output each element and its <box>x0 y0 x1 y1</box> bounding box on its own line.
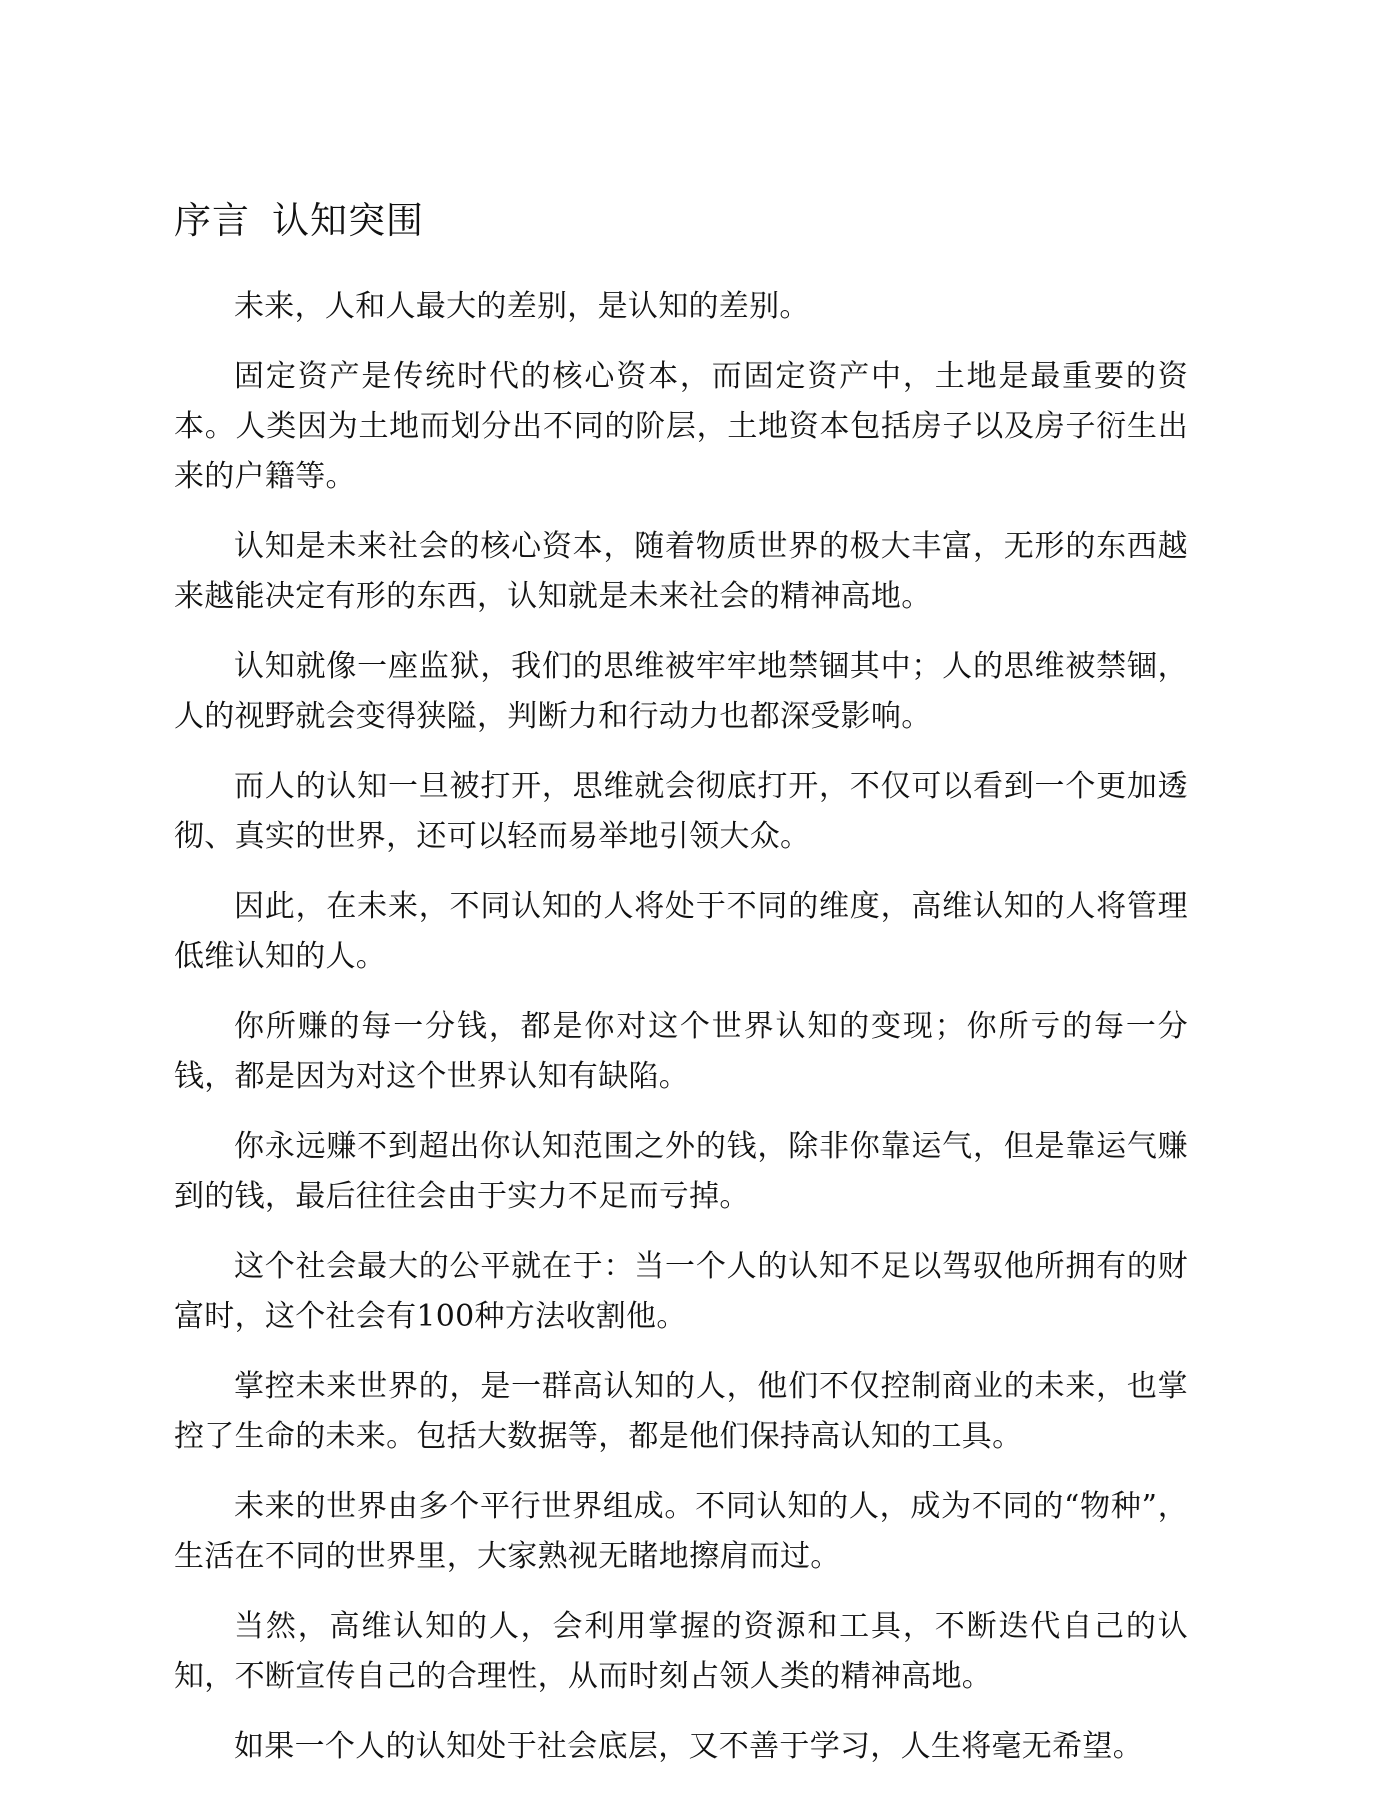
paragraph: 如果一个人的认知处于社会底层，又不善于学习，人生将毫无希望。 <box>234 1729 1143 1764</box>
paragraph: 掌控未来世界的，是一群高认知的人，他们不仅控制商业的未来，也掌控了生命的未来。包括大数据等，都是他们保持高认知的工具。 <box>174 1369 1188 1454</box>
paragraph: 认知就像一座监狱，我们的思维被牢牢地禁锢其中；人的思维被禁锢，人的视野就会变得狭隘，判断力和行动力也都深受影响。 <box>174 649 1188 734</box>
paragraph: 你所赚的每一分钱，都是你对这个世界认知的变现；你所亏的每一分钱，都是因为对这个世界认知有缺陷。 <box>174 1009 1188 1094</box>
paragraph: 未来的世界由多个平行世界组成。不同认知的人，成为不同的“物种”，生活在不同的世界里，大家熟视无睹地擦肩而过。 <box>174 1489 1188 1574</box>
paragraph: 而人的认知一旦被打开，思维就会彻底打开，不仅可以看到一个更加透彻、真实的世界，还可以轻而易举地引领大众。 <box>174 769 1188 854</box>
paragraph: 因此，在未来，不同认知的人将处于不同的维度，高维认知的人将管理低维认知的人。 <box>174 889 1188 974</box>
chapter-title-prefix: 序言 <box>174 199 250 242</box>
chapter-title-main: 认知突围 <box>272 199 424 242</box>
paragraph: 你永远赚不到超出你认知范围之外的钱，除非你靠运气，但是靠运气赚到的钱，最后往往会由于实力不足而亏掉。 <box>174 1129 1188 1214</box>
chapter-title <box>174 196 424 246</box>
paragraph: 固定资产是传统时代的核心资本，而固定资产中，土地是最重要的资本。人类因为土地而划分出不同的阶层，土地资本包括房子以及房子衍生出来的户籍等。 <box>174 359 1188 494</box>
paragraph: 未来，人和人最大的差别，是认知的差别。 <box>234 289 810 324</box>
paragraph: 当然，高维认知的人，会利用掌握的资源和工具，不断迭代自己的认知，不断宣传自己的合理性，从而时刻占领人类的精神高地。 <box>174 1609 1188 1694</box>
chapter-body <box>174 282 1188 1792</box>
paragraph: 这个社会最大的公平就在于：当一个人的认知不足以驾驭他所拥有的财富时，这个社会有100种方法收割他。 <box>174 1249 1188 1334</box>
paragraph: 认知是未来社会的核心资本，随着物质世界的极大丰富，无形的东西越来越能决定有形的东西，认知就是未来社会的精神高地。 <box>174 529 1188 614</box>
